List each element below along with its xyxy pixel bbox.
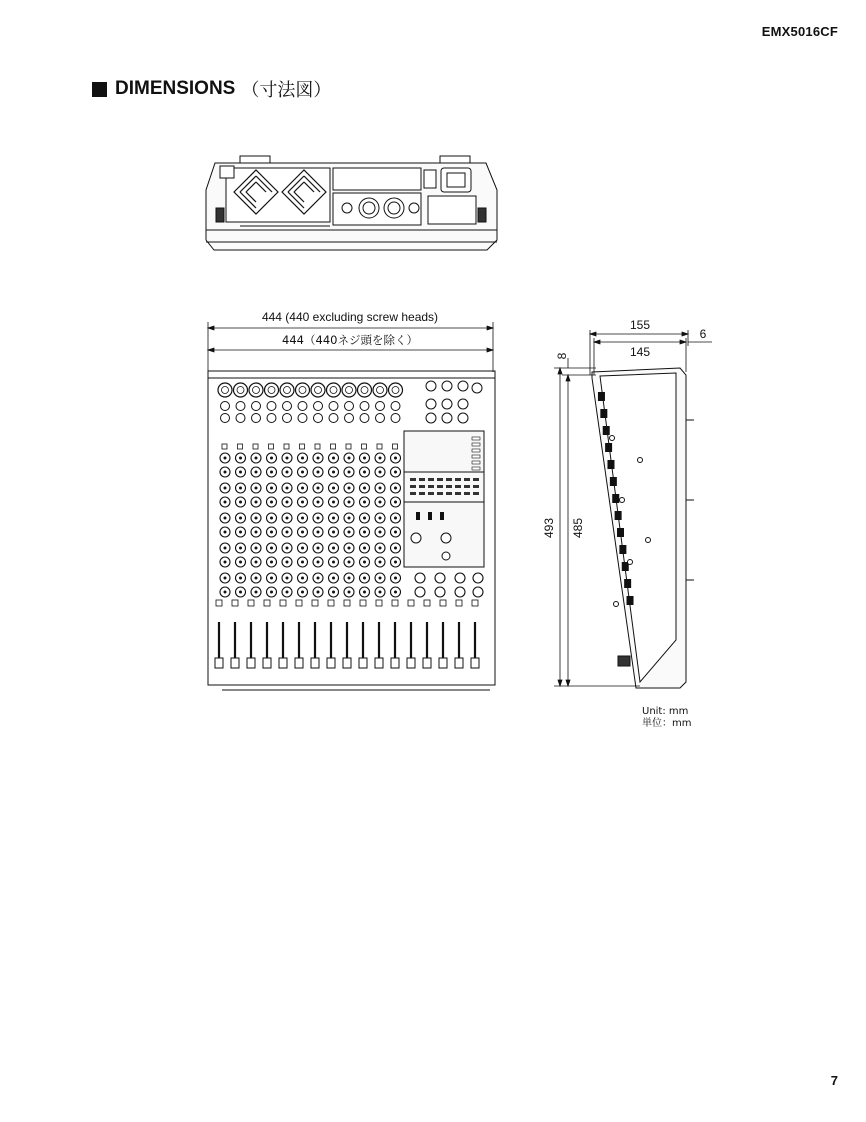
knob-cap	[363, 547, 366, 550]
phone-jack-icon	[345, 414, 354, 423]
switch-icon	[377, 444, 382, 449]
fader-knob-icon	[231, 658, 239, 668]
screw-icon	[614, 602, 619, 607]
height-top-label: 8	[555, 352, 569, 360]
knob-cap	[286, 547, 289, 550]
led-segment	[437, 478, 443, 481]
knob-cap	[270, 471, 273, 474]
knob-cap	[239, 547, 242, 550]
fader-knob-icon	[279, 658, 287, 668]
channel-button-icon	[408, 600, 414, 606]
screw-icon	[610, 436, 615, 441]
led-segment	[446, 478, 452, 481]
led-segment	[464, 485, 470, 488]
led-segment	[410, 485, 416, 488]
phone-jack-icon	[360, 402, 369, 411]
knob-cap	[317, 501, 320, 504]
knob-cap	[317, 547, 320, 550]
master-knob-icon	[435, 573, 445, 583]
phone-jack-icon	[345, 402, 354, 411]
knob-cap	[332, 517, 335, 520]
knob-cap	[348, 547, 351, 550]
knob-cap	[255, 501, 258, 504]
side-knob-icon	[627, 596, 634, 605]
knob-cap	[394, 487, 397, 490]
knob-cap	[363, 561, 366, 564]
knob-cap	[363, 471, 366, 474]
knob-cap	[270, 457, 273, 460]
xlr-jack-icon	[311, 383, 325, 397]
knob-cap	[394, 547, 397, 550]
knob-cap	[224, 561, 227, 564]
led-segment	[428, 478, 434, 481]
phone-jack-icon	[314, 402, 323, 411]
switch-icon	[362, 444, 367, 449]
fader-knob-icon	[439, 658, 447, 668]
knob-cap	[270, 577, 273, 580]
indicator-icon	[472, 467, 480, 470]
master-knob-icon	[415, 573, 425, 583]
side-knob-icon	[617, 528, 624, 537]
knob-cap	[301, 471, 304, 474]
knob-cap	[255, 577, 258, 580]
switch-icon	[269, 444, 274, 449]
knob-cap	[379, 547, 382, 550]
master-jack-icon	[426, 399, 436, 409]
knob-cap	[270, 501, 273, 504]
master-jack-icon	[458, 399, 468, 409]
channel-button-icon	[280, 600, 286, 606]
knob-cap	[239, 501, 242, 504]
master-jack-icon	[426, 381, 436, 391]
indicator-icon	[472, 461, 480, 464]
unit-note	[642, 706, 691, 730]
screw-icon	[646, 538, 651, 543]
knob-cap	[379, 457, 382, 460]
master-knob-icon	[473, 573, 483, 583]
xlr-jack-icon	[342, 383, 356, 397]
channel-button-icon	[248, 600, 254, 606]
knob-cap	[332, 501, 335, 504]
depth-total-label: 155	[629, 318, 651, 332]
switch-icon	[346, 444, 351, 449]
knob-cap	[394, 471, 397, 474]
knob-cap	[301, 591, 304, 594]
knob-cap	[286, 457, 289, 460]
led-segment	[428, 492, 434, 495]
switch-icon	[416, 512, 420, 520]
led-segment	[455, 485, 461, 488]
knob-cap	[332, 487, 335, 490]
knob-cap	[224, 471, 227, 474]
knob-cap	[286, 471, 289, 474]
knob-cap	[301, 487, 304, 490]
channel-button-icon	[424, 600, 430, 606]
height-total-label: 493	[542, 517, 556, 539]
knob-cap	[394, 561, 397, 564]
xlr-jack-icon	[280, 383, 294, 397]
phone-jack-icon	[314, 414, 323, 423]
switch-icon	[331, 444, 336, 449]
switch-icon	[284, 444, 289, 449]
knob-cap	[348, 457, 351, 460]
indicator-icon	[472, 455, 480, 458]
knob-cap	[301, 457, 304, 460]
channel-button-icon	[440, 600, 446, 606]
phone-jack-icon	[283, 414, 292, 423]
knob-cap	[255, 591, 258, 594]
channel-button-icon	[472, 600, 478, 606]
width-dimension-label: 444 (440 excluding screw heads)	[261, 310, 439, 324]
led-segment	[446, 485, 452, 488]
knob-cap	[286, 531, 289, 534]
knob-cap	[317, 591, 320, 594]
knob-cap	[363, 577, 366, 580]
knob-cap	[317, 471, 320, 474]
led-segment	[455, 478, 461, 481]
knob-cap	[332, 547, 335, 550]
knob-cap	[348, 501, 351, 504]
switch-icon	[222, 444, 227, 449]
side-knob-icon	[612, 494, 619, 503]
knob-cap	[301, 561, 304, 564]
effect-knob-icon	[411, 533, 421, 543]
phone-jack-icon	[360, 414, 369, 423]
fader-knob-icon	[327, 658, 335, 668]
master-knob-icon	[415, 587, 425, 597]
knob-cap	[270, 517, 273, 520]
xlr-jack-icon	[234, 383, 248, 397]
knob-cap	[239, 487, 242, 490]
phone-jack-icon	[391, 414, 400, 423]
fader-knob-icon	[263, 658, 271, 668]
fader-knob-icon	[343, 658, 351, 668]
knob-cap	[286, 487, 289, 490]
channel-button-icon	[296, 600, 302, 606]
knob-cap	[332, 591, 335, 594]
switch-icon	[428, 512, 432, 520]
knob-cap	[301, 517, 304, 520]
fader-knob-icon	[423, 658, 431, 668]
xlr-jack-icon	[218, 383, 232, 397]
effect-knob-icon	[441, 533, 451, 543]
knob-cap	[332, 561, 335, 564]
screw-icon	[628, 560, 633, 565]
knob-cap	[363, 501, 366, 504]
indicator-icon	[472, 449, 480, 452]
knob-cap	[255, 561, 258, 564]
knob-cap	[348, 517, 351, 520]
knob-cap	[255, 531, 258, 534]
page-number: 7	[830, 1073, 838, 1088]
knob-cap	[394, 531, 397, 534]
xlr-jack-icon	[249, 383, 263, 397]
knob-cap	[348, 471, 351, 474]
fader-knob-icon	[375, 658, 383, 668]
knob-cap	[317, 561, 320, 564]
fader-knob-icon	[311, 658, 319, 668]
channel-button-icon	[264, 600, 270, 606]
channel-button-icon	[376, 600, 382, 606]
knob-cap	[255, 547, 258, 550]
phone-jack-icon	[252, 414, 261, 423]
led-segment	[410, 478, 416, 481]
knob-cap	[317, 531, 320, 534]
knob-cap	[379, 591, 382, 594]
led-segment	[464, 478, 470, 481]
knob-cap	[363, 457, 366, 460]
knob-cap	[379, 517, 382, 520]
height-inner-label: 485	[571, 517, 585, 539]
phone-jack-icon	[267, 414, 276, 423]
knob-cap	[348, 591, 351, 594]
knob-cap	[394, 517, 397, 520]
led-segment	[473, 492, 479, 495]
section-title-text: DIMENSIONS	[115, 78, 236, 99]
rear-view-drawing	[206, 156, 497, 250]
switch-icon	[238, 444, 243, 449]
knob-cap	[317, 457, 320, 460]
led-segment	[473, 478, 479, 481]
knob-cap	[348, 487, 351, 490]
phone-jack-icon	[283, 402, 292, 411]
led-segment	[437, 492, 443, 495]
depth-extra-label: 6	[699, 327, 707, 341]
knob-cap	[394, 591, 397, 594]
channel-button-icon	[456, 600, 462, 606]
switch-icon	[253, 444, 258, 449]
knob-cap	[224, 531, 227, 534]
side-knob-icon	[624, 579, 631, 588]
section-title-jp: （寸法図）	[241, 80, 332, 101]
knob-cap	[239, 577, 242, 580]
screw-icon	[620, 498, 625, 503]
master-jack-icon	[442, 413, 452, 423]
width-dimension-lines	[208, 322, 493, 372]
knob-cap	[224, 547, 227, 550]
fader-knob-icon	[247, 658, 255, 668]
knob-cap	[286, 591, 289, 594]
xlr-jack-icon	[389, 383, 403, 397]
master-jack-icon	[458, 413, 468, 423]
led-segment	[446, 492, 452, 495]
knob-cap	[394, 577, 397, 580]
fader-knob-icon	[215, 658, 223, 668]
width-dimension-label-jp: 444（440ネジ頭を除く）	[282, 333, 418, 347]
knob-cap	[363, 591, 366, 594]
knob-cap	[239, 591, 242, 594]
knob-cap	[270, 561, 273, 564]
led-segment	[419, 478, 425, 481]
phone-jack-icon	[221, 402, 230, 411]
knob-cap	[301, 577, 304, 580]
fader-knob-icon	[391, 658, 399, 668]
knob-cap	[317, 487, 320, 490]
switch-icon	[393, 444, 398, 449]
led-segment	[464, 492, 470, 495]
knob-cap	[379, 531, 382, 534]
phone-jack-icon	[329, 414, 338, 423]
switch-icon	[315, 444, 320, 449]
xlr-jack-icon	[327, 383, 341, 397]
model-number: EMX5016CF	[761, 24, 838, 39]
fader-knob-icon	[407, 658, 415, 668]
knob-cap	[255, 457, 258, 460]
indicator-icon	[472, 437, 480, 440]
knob-cap	[286, 501, 289, 504]
unit-note-en: Unit: mm	[642, 706, 689, 717]
knob-cap	[379, 471, 382, 474]
side-knob-icon	[600, 409, 607, 418]
xlr-jack-icon	[265, 383, 279, 397]
knob-cap	[255, 471, 258, 474]
knob-cap	[379, 561, 382, 564]
fader-knob-icon	[471, 658, 479, 668]
phone-jack-icon	[391, 402, 400, 411]
side-knob-icon	[605, 443, 612, 452]
phone-jack-icon	[236, 414, 245, 423]
master-jack-icon	[426, 413, 436, 423]
knob-cap	[224, 577, 227, 580]
fader-knob-icon	[359, 658, 367, 668]
led-segment	[473, 485, 479, 488]
knob-cap	[348, 561, 351, 564]
side-knob-icon	[610, 477, 617, 486]
knob-cap	[363, 487, 366, 490]
knob-cap	[379, 487, 382, 490]
knob-cap	[286, 561, 289, 564]
phone-jack-icon	[329, 402, 338, 411]
master-knob-icon	[435, 587, 445, 597]
side-knob-icon	[607, 460, 614, 469]
led-segment	[437, 485, 443, 488]
led-segment	[455, 492, 461, 495]
knob-cap	[394, 501, 397, 504]
knob-cap	[286, 517, 289, 520]
channel-button-icon	[216, 600, 222, 606]
effect-knob-icon	[442, 552, 450, 560]
knob-cap	[301, 531, 304, 534]
led-segment	[410, 492, 416, 495]
knob-cap	[224, 517, 227, 520]
channel-button-icon	[360, 600, 366, 606]
channel-button-icon	[312, 600, 318, 606]
knob-cap	[270, 531, 273, 534]
fader-knob-icon	[455, 658, 463, 668]
phone-jack-icon	[236, 402, 245, 411]
master-jack-icon	[442, 381, 452, 391]
master-knob-icon	[473, 587, 483, 597]
knob-cap	[301, 547, 304, 550]
master-jack-icon	[458, 381, 468, 391]
knob-cap	[239, 517, 242, 520]
knob-cap	[224, 591, 227, 594]
led-segment	[428, 485, 434, 488]
side-knob-icon	[619, 545, 626, 554]
knob-cap	[224, 457, 227, 460]
knob-cap	[348, 531, 351, 534]
knob-cap	[379, 501, 382, 504]
knob-cap	[270, 591, 273, 594]
knob-cap	[332, 531, 335, 534]
screw-icon	[638, 458, 643, 463]
knob-cap	[317, 517, 320, 520]
knob-cap	[255, 517, 258, 520]
depth-dimension-lines	[590, 330, 712, 375]
phone-jack-icon	[376, 402, 385, 411]
xlr-jack-icon	[358, 383, 372, 397]
fader-knob-icon	[295, 658, 303, 668]
knob-cap	[301, 501, 304, 504]
knob-cap	[317, 577, 320, 580]
knob-cap	[224, 487, 227, 490]
channel-button-icon	[232, 600, 238, 606]
knob-cap	[270, 487, 273, 490]
knob-cap	[363, 531, 366, 534]
side-knob-icon	[598, 392, 605, 401]
master-jack-icon	[442, 399, 452, 409]
phone-jack-icon	[298, 402, 307, 411]
channel-button-icon	[344, 600, 350, 606]
knob-cap	[224, 501, 227, 504]
phone-jack-icon	[221, 414, 230, 423]
xlr-jack-icon	[296, 383, 310, 397]
knob-cap	[363, 517, 366, 520]
knob-cap	[255, 487, 258, 490]
indicator-icon	[472, 443, 480, 446]
phone-jack-icon	[376, 414, 385, 423]
knob-cap	[239, 471, 242, 474]
master-jack-icon	[472, 383, 482, 393]
knob-cap	[286, 577, 289, 580]
xlr-jack-icon	[373, 383, 387, 397]
knob-cap	[394, 457, 397, 460]
switch-icon	[300, 444, 305, 449]
channel-button-icon	[328, 600, 334, 606]
side-knob-icon	[603, 426, 610, 435]
knob-cap	[379, 577, 382, 580]
master-knob-icon	[455, 587, 465, 597]
unit-note-jp: 単位：mm	[642, 718, 692, 729]
phone-jack-icon	[252, 402, 261, 411]
side-knob-icon	[615, 511, 622, 520]
phone-jack-icon	[298, 414, 307, 423]
channel-button-icon	[392, 600, 398, 606]
knob-cap	[239, 561, 242, 564]
phone-jack-icon	[267, 402, 276, 411]
knob-cap	[239, 531, 242, 534]
knob-cap	[332, 457, 335, 460]
master-knob-icon	[455, 573, 465, 583]
knob-cap	[332, 471, 335, 474]
knob-cap	[270, 547, 273, 550]
knob-cap	[332, 577, 335, 580]
knob-cap	[239, 457, 242, 460]
led-segment	[419, 492, 425, 495]
knob-cap	[348, 577, 351, 580]
depth-inner-label: 145	[629, 345, 651, 359]
switch-icon	[440, 512, 444, 520]
led-segment	[419, 485, 425, 488]
